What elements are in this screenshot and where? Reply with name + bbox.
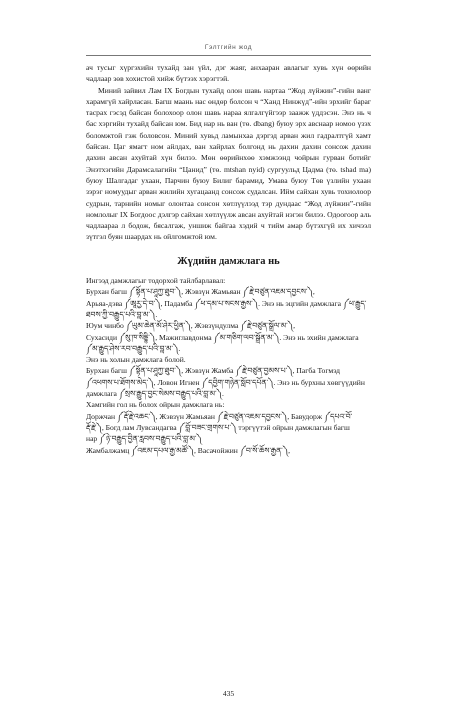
- lineage-line: Бурхан багш ༼སྟོན་པ་ཤཱཀྱ་ཐུབ་༽, Жэвзүн Жамьяан ༼རྗེ་བཙུན་འཇམ་དབྱངས་༽,: [86, 287, 315, 297]
- paragraph-continuation: ач тусыг хүргэхийн тухайд зан үйл, дэг жаяг, анхааран авлагыг хувь хүн өөрийн чадлаар зөв хохистой хийж бүтээх хэрэгтэй.: [86, 63, 371, 84]
- running-header: Гэлтгийн жод: [204, 44, 253, 51]
- lineage-line: Хамгийн гол нь болох ойрын дамжлага нь:: [86, 400, 225, 410]
- paragraph-main: Миний зайвил Лам IX Богдын тухайд олон шавь нартаа “Жод лүйжин”-гийн ванг харамгүй хайрласан. Багш маань нас өндөр болсон ч “Ханд Нинжүд”-ийн эрхийг бараг тасрах гэсэд байсан болохоор олон шавь нараа ялгалгүйгээр заажж үддэсэн. Энэ нь ч бас хэргийн тухайд байсан юм. Бид нар нь ван (тө. dbang) буюу эрх авснаар номоо үзэх боломжтой гэж боловсон. Миний хувьд ламынхаа дэргэд арван жил гадралтгүй хамт байсан. Цаг ямагт ном айлдах, ван хайрлах болгонд нь дахин дахин сонсож дахин дахин авсан ахуйтай хүн билээ. Мөн өөрийнхөө хэмжээнд чойрын гурван ботийг Энэтхэгийн Дарамсалагийн “Цанид” (тө. mtshan nyid) сургуульд Цадма (тө. tshad ma) буюу Шалгадаг ухаан, Парчин буюу Билиг барамид, Умава буюу Төв үзлийн ухаан зэрэг номуудыг арван жилийн хугацаанд сонсож судалсан. Ийм сайхан хувь тохиолоор судрын, тарнийн номыг олонтаа сонсон хөтлүүлээд тэр дундаас “Жод лүйжин”-гийн номлолыг IX Богдоос дэлгэр сайхан хөтлүүлж авсан ахуйтай нэгэн билээ. Одоогоор аль чадлаараа л бодож, бясалгаж, уншиж байгаа хэдий ч тийм амар бүтэхгүй их хичээл зүтгэл буян шаардах нь ойлгомжтой юм.: [86, 85, 371, 242]
- lineage-line: རྡོ་རྗེ་༽, Богд лам Лувсандагва ༼བློ་བཟང་གྲགས་པ་༽ тэргүүтэй ойрын дамжлагын багш: [86, 422, 350, 432]
- lineage-line: Ингээд дамжлагыг тодорхой тайлбарлавал:: [86, 276, 226, 286]
- lineage-line: Юум чинбо ༼ཡུམ་ཆེན་མོ་ཤེར་ཕྱིན་༽, Жэвзүндулма ༼རྗེ་བཙུན་སྒྲོལ་མ་༽,: [86, 321, 295, 331]
- lineage-line: дамжлага ༼སྲས་རྒྱུད་བྱང་སེམས་བརྒྱུད་པའི་བླ་མ་༽.: [86, 389, 224, 399]
- lineage-line: Бурхан багш ༼སྟོན་པ་ཤཱཀྱ་ཐུབ་༽, Жэвзүн Жамба ༼རྗེ་བཙུན་བྱམས་པ་༽, Пагба Тогмэд: [86, 366, 340, 376]
- lineage-line: ༼འཕགས་པ་ཐོགས་མེད་༽, Ловон Игнен ༼དབྱིག་གཉེན་སློབ་དཔོན་༽. Энэ нь бурхны хөвгүүдийн: [86, 377, 365, 387]
- lineage-line: Сухасиди ༼སུ་ཁ་སིདྡྷི་༽, Мажиглавдонма ༼མ་གཅིག་ལབ་སྒྲོན་མ་༽. Энэ нь эхийн дамжлага: [86, 332, 359, 342]
- lineage-line: Энэ нь холын дамжлага болой.: [86, 355, 186, 365]
- page-body: [86, 62, 371, 456]
- header-rule: [86, 55, 371, 56]
- lineage-line: Жамбалжамц ༼འཇམ་དཔལ་རྒྱ་མཚོ་༽, Васачойжин ༼བ་སོ་ཆོས་རྒྱན་༽,: [86, 445, 291, 455]
- lineage-list: [86, 275, 371, 456]
- lineage-line: Арьяа-дэва ༼ཨཱརྱ་དེ་བ་༽, Падамба ༼ཕ་དམ་པ་སངས་རྒྱས་༽. Энэ нь эцгийн дамжлага ༼ཕ་རྒྱུད་: [86, 298, 367, 308]
- lineage-line: ཐབས་ཀྱི་བརྒྱུད་པའི་བླ་མ་༽.: [86, 309, 158, 319]
- page-number: 435: [222, 689, 235, 698]
- section-title: Жүдийн дамжлага нь: [177, 255, 280, 267]
- lineage-line: Доржчан ༼རྡོ་རྗེ་འཆང་༽, Жэвзүн Жамьяан ༼རྗེ་བཙུན་འཇམ་དབྱངས་༽, Бавудорж ༼དཔའ་བོ་: [86, 411, 353, 421]
- lineage-line: нар ༼ཉེ་བརྒྱུད་བྱིན་རླབས་བརྒྱུད་པའི་བླ་མ་༽: [86, 434, 202, 444]
- lineage-line: ༼མ་རྒྱུད་ཤེས་རབ་བརྒྱུད་པའི་བླ་མ་༽.: [86, 343, 181, 353]
